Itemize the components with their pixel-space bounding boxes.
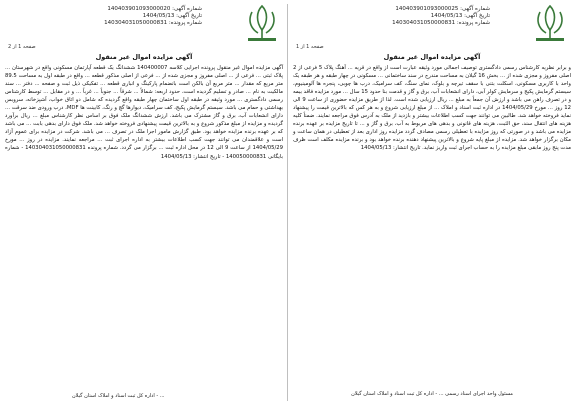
notice-meta xyxy=(370,6,490,27)
right-notice-sheet xyxy=(290,0,574,405)
notice-title: آگهی مزایده اموال غیر منقول xyxy=(95,53,193,61)
iran-emblem-icon xyxy=(240,2,284,44)
notice-date: تاریخ آگهی: 1404/05/13 xyxy=(142,13,202,19)
notice-number: شماره آگهی: 140403901093000025 xyxy=(395,6,490,12)
notice-header xyxy=(290,2,574,52)
notice-body xyxy=(5,64,283,161)
notice-title: آگهی مزایده اموال غیر منقول xyxy=(383,53,481,61)
column-divider xyxy=(287,4,288,401)
notice-date: تاریخ آگهی: 1404/05/13 xyxy=(430,13,490,19)
notice-signature: ... - اداره کل ثبت اسناد و املاک استان گیلان xyxy=(72,393,165,399)
notice-number: شماره آگهی: 140403901093000020 xyxy=(107,6,202,12)
iran-emblem-icon xyxy=(528,2,572,44)
notice-paragraph: آگهی مزایده اموال غیر منقول پرونده اجرایی کلاسه 140400007 ششدانگ یک قطعه آپارتمان مسکونی واقع در شهرستان ... پلاک ثبتی ... فرعی از ... اصلی مفروز و مجزی شده از ... فرعی از اصلی مذکور قطعه ... واقع در طبقه اول به مساحت 89.5 متر مربع که مقدار ... متر مربع آن بالکن است بانضمام پارکینگ و انباری قطعه ... تفکیکی ذیل ثبت و صفحه ... دفتر ... سند مالکیت به نام ... صادر و تسلیم گردیده است، حدود اربعه: شمالاً ... شرقاً ... جنوباً ... غرباً ... و در مقابل ... توسط کارشناس رسمی دادگستری ... مورد وثیقه در طبقه اول ساختمان چهار طبقه واقع گردیده که شامل دو اتاق خواب، آشپزخانه، سرویس بهداشتی و حمام می باشد. سیستم گرمایش پکیج، کف سرامیک، دیوارها گچ و رنگ، کابینت ها MDF، درب ورودی ضد سرقت ... دارای انشعابات آب، برق و گاز مشترک می باشد. ارزش ششدانگ ملک فوق بر اساس نظر کارشناس مبلغ ... ریال برآورد گردیده و مزایده از مبلغ مذکور شروع و به بالاترین قیمت پیشنهادی فروخته خواهد شد. ملک فوق دارای بدهی بابت ... می باشد که بر عهده برنده مزایده خواهد بود. طبق گزارش مامور اجرا ملک در تصرف ... می باشد. شرکت در مزایده برای عموم آزاد است و علاقمندان می توانند جهت کسب اطلاعات بیشتر به اداره اجرای ثبت ... مراجعه نمایند. مزایده در روز ... مورخ 1404/05/29 از ساعت 9 الی 12 در محل اداره ثبت ... برگزار می گردد. شماره پرونده 140304031050000831 - شماره بایگانی 140050000831 - تاریخ انتشار: 1404/05/13 xyxy=(5,65,283,160)
page-number: صفحه 1 از 1 xyxy=(296,44,324,50)
notice-paragraph: و برابر نظریه کارشناس رسمی دادگستری توصیف اجمالی مورد وثیقه عبارت است از واقع در قریه ... آهنگ پلاک 5 فرعی از 2 اصلی مفروز و مجزی شده از ... بخش 16 گیلان به مساحت مندرج در سند ساختمانی ... مسکونی در چهار طبقه و هر طبقه یک واحد با کاربری مسکونی، اسکلت بتنی با سقف تیرچه و بلوک، نمای سنگ، کف سرامیک، درب ها چوبی، پنجره ها آلومینیوم، سیستم گرمایش پکیج و سرمایش کولر آبی، دارای انشعابات آب، برق و گاز و قدمت بنا حدود 15 سال ... مورد مزایده فاقد بیمه و در تصرف راهن می باشد و ارزش آن جمعاً به مبلغ ... ریال ارزیابی شده است. لذا از طریق مزایده حضوری از ساعت 9 الی 12 روز ... مورخ 1404/05/29 در اداره ثبت اسناد و املاک ... از مبلغ ارزیابی شروع و به هر کس که بالاترین قیمت را پیشنهاد نماید فروخته خواهد شد. طالبین می توانند جهت کسب اطلاعات بیشتر و بازدید از ملک به آدرس فوق مراجعه نمایند. ضمناً کلیه هزینه های انتقال سند، حق الثبت، هزینه های قانونی و بدهی های مربوط به آب، برق و گاز و ... تا تاریخ مزایده بر عهده برنده مزایده می باشد و در صورتی که روز مزایده با تعطیلی رسمی مصادف گردد مزایده روز اداری بعد از تعطیلی در همان ساعت و مکان برگزار خواهد شد. مزایده از مبلغ پایه شروع و بالاترین پیشنهاد دهنده برنده خواهد بود و برنده مزایده مکلف است ظرف مدت پنج روز مابقی مبلغ مزایده را به حساب اجرای ثبت واریز نماید. تاریخ انتشار: 1404/05/13 xyxy=(293,65,572,152)
case-number: شماره پرونده: 140304031050000831 xyxy=(392,20,490,26)
page-number: صفحه 1 از 2 xyxy=(8,44,36,50)
left-notice-sheet xyxy=(2,0,286,405)
notice-header xyxy=(2,2,286,52)
case-number: شماره پرونده: 140304031050000831 xyxy=(104,20,202,26)
notice-signature: مسئول واحد اجرای اسناد رسمی ... - اداره کل ثبت اسناد و املاک استان گیلان xyxy=(351,391,513,397)
notice-body xyxy=(293,64,571,153)
notice-meta xyxy=(82,6,202,27)
